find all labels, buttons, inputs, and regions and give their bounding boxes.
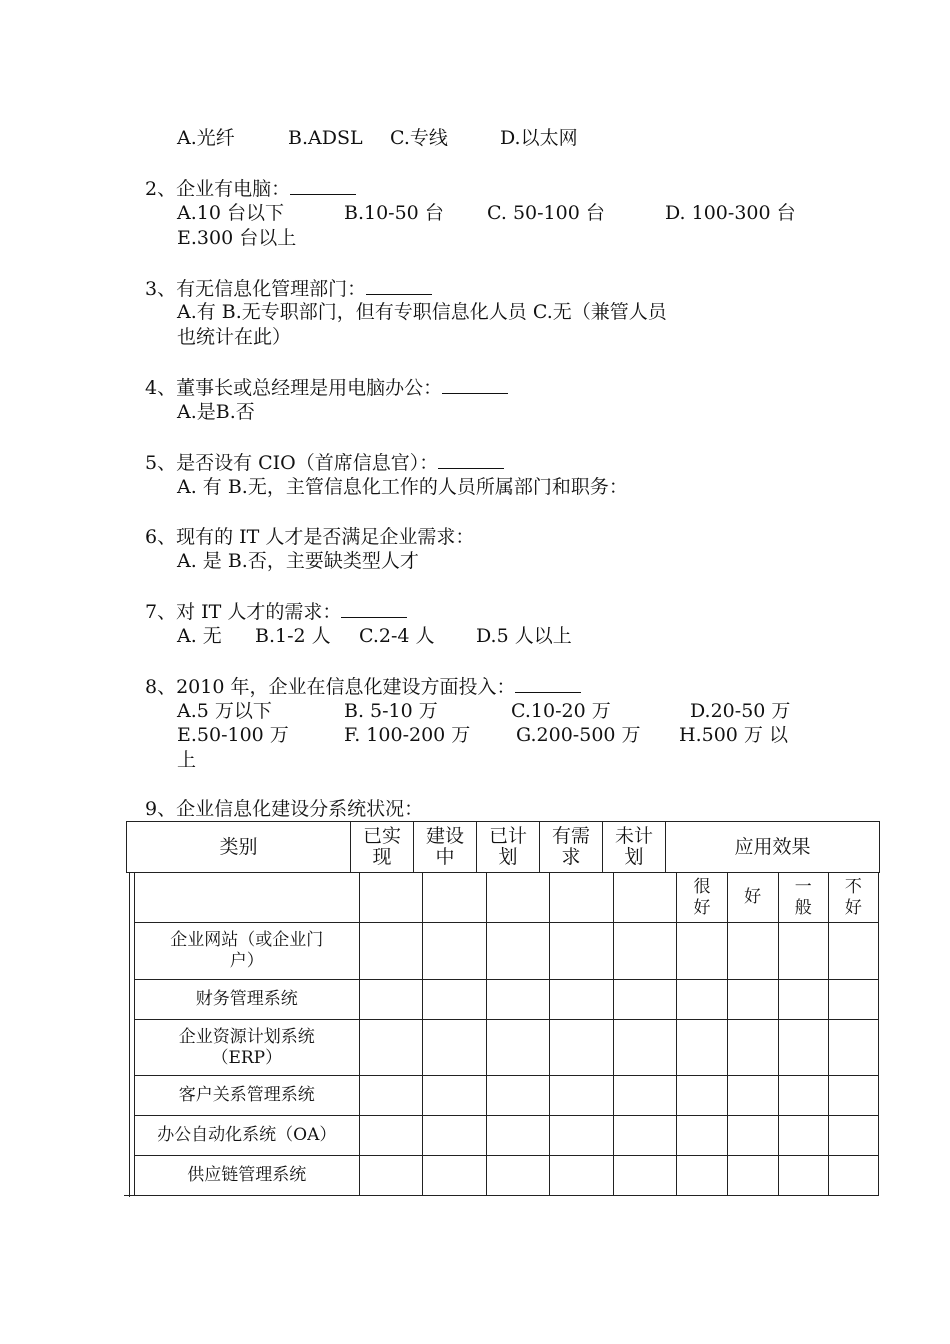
table-row [135,1020,879,1076]
option: B.10-50 台 [344,202,444,224]
effect-good: 好 [727,873,778,923]
system-name: 供应链管理系统 [135,1156,360,1196]
option: C.专线 [390,127,448,149]
effect-poor: 不 好 [828,873,878,923]
option: H.500 万 以 [679,724,788,746]
system-name: 客户关系管理系统 [135,1076,360,1116]
q3-options: A.有 B.无专职部门，但有专职信息化人员 C.无（兼管人员 [177,301,667,323]
system-status-header [126,821,880,873]
option: D.以太网 [500,127,578,149]
option: D.20-50 万 [690,700,791,722]
answer-blank[interactable] [442,375,508,394]
option: A.光纤 [177,127,235,149]
header-planned: 已计 划 [477,822,540,873]
option: A. 无 [177,625,222,647]
question-3 [145,276,432,301]
q8-options-wrap: 上 [177,749,197,771]
table-row [135,1156,879,1196]
option: C.10-20 万 [511,700,611,722]
table-row [135,980,879,1020]
table-left-edge [129,872,131,1197]
question-9: 9、企业信息化建设分系统状况： [145,798,424,820]
system-name: 企业网站（或企业门 户） [135,923,360,980]
option: F. 100-200 万 [344,724,471,746]
answer-blank[interactable] [515,674,581,693]
header-unplanned: 未计 划 [603,822,666,873]
answer-blank[interactable] [366,276,432,295]
option: D. 100-300 台 [665,202,796,224]
header-needed: 有需 求 [540,822,603,873]
header-category: 类别 [127,822,351,873]
question-7 [145,599,407,624]
system-name: 财务管理系统 [135,980,360,1020]
answer-blank[interactable] [438,450,504,469]
question-text: 8、2010 年，企业在信息化建设方面投入： [145,676,516,698]
effect-level-row [135,873,879,923]
system-name: 办公自动化系统（OA） [135,1116,360,1156]
question-2 [145,176,356,201]
option: E.50-100 万 [177,724,289,746]
option: B.ADSL [288,127,363,149]
effect-very-good: 很 好 [677,873,727,923]
header-effect: 应用效果 [666,822,880,873]
q6-options: A. 是 B.否，主要缺类型人才 [177,550,419,572]
option: C. 50-100 台 [487,202,605,224]
question-text: 2、企业有电脑： [145,178,291,200]
option: A.10 台以下 [177,202,284,224]
header-implemented: 已实 现 [351,822,414,873]
q3-options-cont: 也统计在此） [177,326,292,348]
answer-blank[interactable] [290,176,356,195]
q5-options: A. 有 B.无，主管信息化工作的人员所属部门和职务： [177,476,628,498]
table-corner-mark [124,1195,134,1196]
question-6: 6、现有的 IT 人才是否满足企业需求： [145,526,475,548]
question-text: 4、董事长或总经理是用电脑办公： [145,377,443,399]
option: E.300 台以上 [177,227,297,249]
question-text: 3、有无信息化管理部门： [145,278,367,300]
header-building: 建设 中 [414,822,477,873]
question-5 [145,450,504,475]
question-8 [145,674,581,699]
option: B.1-2 人 [255,625,331,647]
effect-average: 一 般 [778,873,828,923]
system-name: 企业资源计划系统 （ERP） [135,1020,360,1076]
question-4 [145,375,508,400]
question-text: 7、对 IT 人才的需求： [145,601,342,623]
question-text: 5、是否设有 CIO（首席信息官）： [145,452,439,474]
table-row [135,923,879,980]
option: D.5 人以上 [476,625,572,647]
q4-options: A.是B.否 [177,401,255,423]
option: B. 5-10 万 [344,700,438,722]
table-row [135,1116,879,1156]
option: G.200-500 万 [516,724,641,746]
table-row [135,1076,879,1116]
option: A.5 万以下 [177,700,272,722]
answer-blank[interactable] [341,599,407,618]
system-status-table [134,872,879,1196]
option: C.2-4 人 [359,625,435,647]
